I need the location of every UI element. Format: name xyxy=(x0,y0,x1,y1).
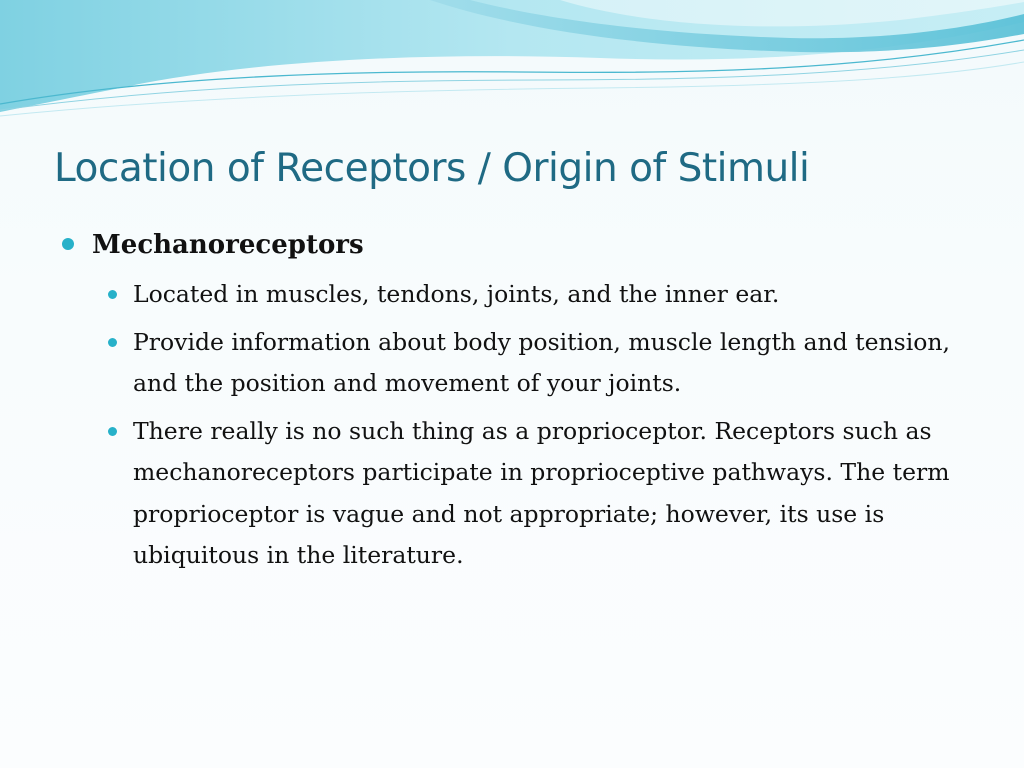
sub-bullet-item xyxy=(108,322,982,405)
sub-bullet-text: Located in muscles, tendons, joints, and the inner ear. xyxy=(133,280,780,308)
sub-bullet-text: Provide information about body position, muscle length and tension, and the position and movement of your joints. xyxy=(133,327,950,397)
sub-bullet-text: There really is no such thing as a proprioceptor. Receptors such as mechanoreceptors participate in proprioceptive pathways. The term proprioceptor is vague and not appropriate; however, its use is ubiquitous in the literature. xyxy=(133,416,950,569)
bullet-list xyxy=(62,226,982,583)
sub-bullet-list xyxy=(62,274,982,577)
bullet-dot-icon xyxy=(62,238,74,250)
bullet-dot-icon xyxy=(108,427,117,436)
sub-bullet-item xyxy=(108,411,982,577)
bullet-dot-icon xyxy=(108,338,117,347)
bullet-text: Mechanoreceptors xyxy=(92,230,364,260)
slide-title: Location of Receptors / Origin of Stimuli xyxy=(54,146,810,191)
bullet-dot-icon xyxy=(108,290,117,299)
header-wave-decoration xyxy=(0,0,1024,130)
bullet-item-mechanoreceptors xyxy=(62,226,982,264)
sub-bullet-item xyxy=(108,274,982,316)
